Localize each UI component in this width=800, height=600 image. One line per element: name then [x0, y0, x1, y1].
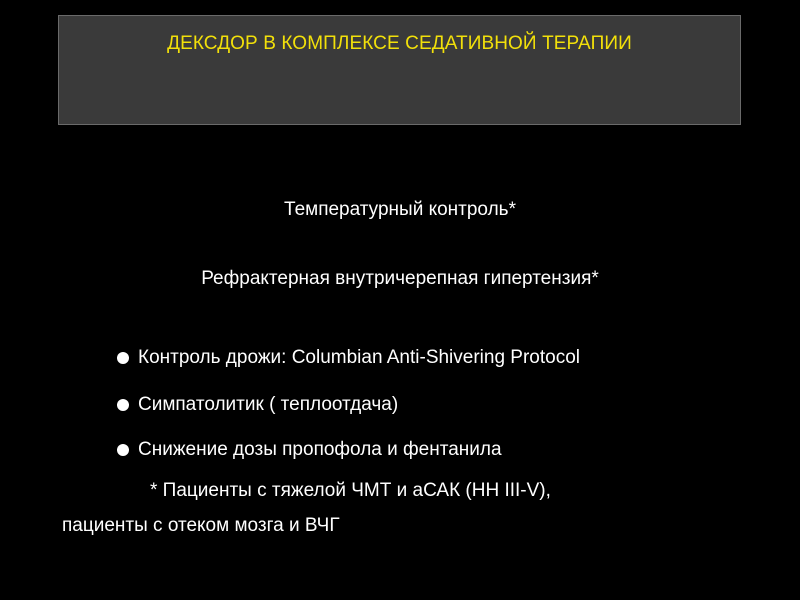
- footnote-line-1: * Пациенты с тяжелой ЧМТ и аСАК (НН III-V),: [150, 480, 551, 501]
- subtitle-temperature-control: Температурный контроль*: [284, 199, 516, 220]
- bullet-text: Снижение дозы пропофола и фентанила: [138, 439, 502, 460]
- bullet-text: Контроль дрожи: Columbian Anti-Shivering Protocol: [138, 347, 581, 368]
- title-box: [58, 15, 741, 125]
- bullet-item-dose-reduction: [117, 439, 502, 461]
- bullet-dot-icon: [117, 399, 129, 411]
- bullet-dot-icon: [117, 444, 129, 456]
- bullet-item-shivering: [117, 347, 580, 369]
- bullet-text: Симпатолитик ( теплоотдача): [138, 394, 399, 415]
- bullet-item-sympatholytic: [117, 394, 398, 416]
- subtitle-refractory-icp: Рефрактерная внутричерепная гипертензия*: [201, 268, 599, 289]
- footnote-line-2: пациенты с отеком мозга и ВЧГ: [62, 515, 340, 536]
- slide-title: ДЕКСДОР В КОМПЛЕКСЕ СЕДАТИВНОЙ ТЕРАПИИ: [167, 33, 632, 54]
- bullet-dot-icon: [117, 352, 129, 364]
